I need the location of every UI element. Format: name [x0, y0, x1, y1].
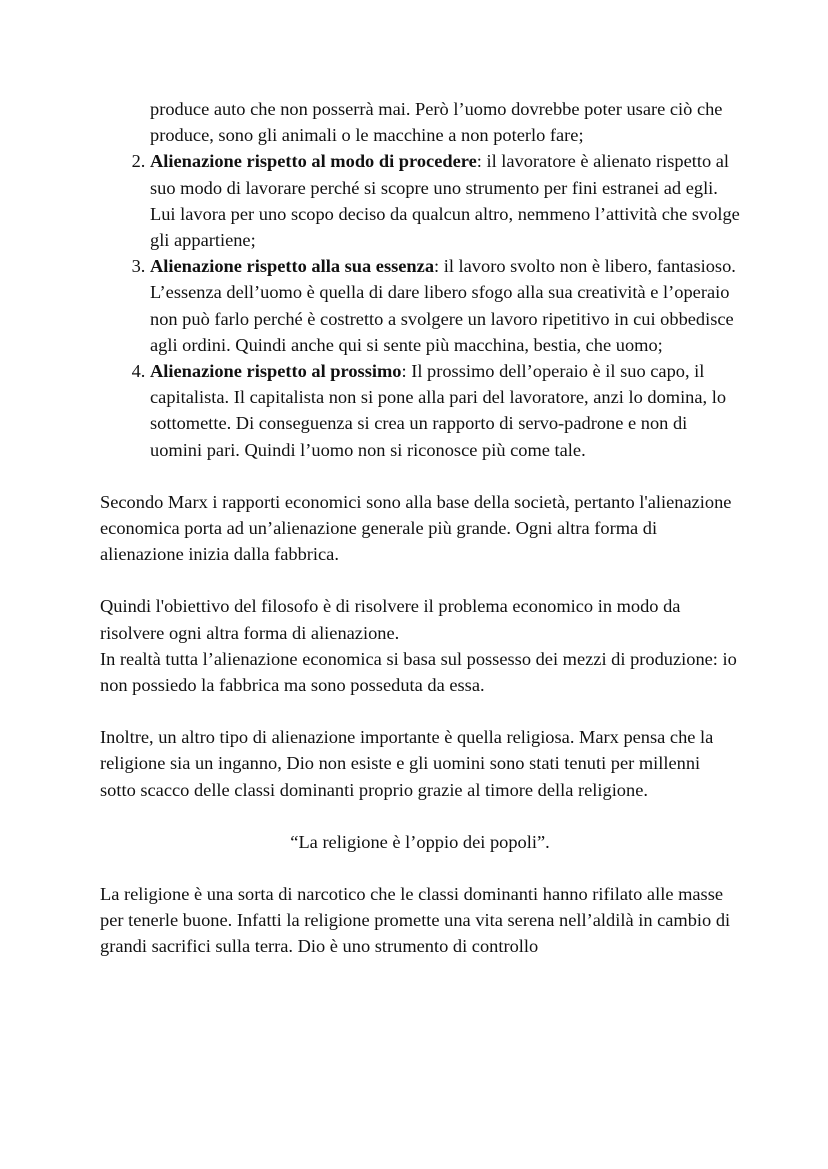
- list-item-text: : il lavoratore è alienato rispetto al suo modo di lavorare perché si scopre uno strumento per fini estranei ad egli. Lui lavora per uno scopo deciso da qualcun altro, nemmeno l’attività che svolge gli appartiene;: [150, 151, 740, 251]
- spacer: [100, 855, 740, 881]
- spacer: [100, 567, 740, 593]
- spacer: [100, 803, 740, 829]
- list-item-title: Alienazione rispetto alla sua essenza: [150, 256, 435, 277]
- quote: “La religione è l’oppio dei popoli”.: [290, 831, 550, 852]
- list-item: [150, 358, 740, 463]
- spacer: [100, 698, 740, 724]
- paragraph: In realtà tutta l’alienazione economica si basa sul possesso dei mezzi di produzione: io non possiedo la fabbrica ma sono posseduta da essa.: [100, 648, 737, 696]
- list-item-title: Alienazione rispetto al prossimo: [150, 361, 402, 382]
- paragraph: Inoltre, un altro tipo di alienazione importante è quella religiosa. Marx pensa che la religione sia un inganno, Dio non esiste e gli uomini sono stati tenuti per millenni sotto scacco delle classi dominanti proprio grazie al timore della religione.: [100, 727, 714, 800]
- paragraph: Quindi l'obiettivo del filosofo è di risolvere il problema economico in modo da risolvere ogni altra forma di alienazione.: [100, 596, 681, 643]
- paragraph: Secondo Marx i rapporti economici sono alla base della società, pertanto l'alienazione economica porta ad un’alienazione generale più grande. Ogni altra forma di alienazione inizia dalla fabbrica.: [100, 491, 732, 565]
- document-page: [100, 96, 740, 960]
- list-item-text: : Il prossimo dell’operaio è il suo capo, il capitalista. Il capitalista non si pone alla pari del lavoratore, anzi lo domina, lo sottomette. Di conseguenza si crea un rapporto di servo-padrone e non di uomini pari. Quindi l’uomo non si riconosce più come tale.: [150, 361, 727, 460]
- spacer: [100, 463, 740, 489]
- list-item-title: Alienazione rispetto al modo di procedere: [150, 151, 477, 172]
- list-continuation: [150, 96, 740, 148]
- paragraph: La religione è una sorta di narcotico che le classi dominanti hanno rifilato alle masse per tenerle buone. Infatti la religione promette una vita serena nell’aldilà in cambio di grandi sacrifici sulla terra. Dio è uno strumento di controllo: [100, 884, 731, 957]
- list-item-text: : il lavoro svolto non è libero, fantasioso. L’essenza dell’uomo è quella di dare libero sfogo alla sua creatività e l’operaio non può farlo perché è costretto a svolgere un lavoro ripetitivo in cui obbedisce agli ordini. Quindi anche qui si sente più macchina, bestia, che uomo;: [150, 256, 736, 355]
- list-item: [150, 148, 740, 253]
- continuation-text: produce auto che non posserrà mai. Però l’uomo dovrebbe poter usare ciò che produce, sono gli animali o le macchine a non poterlo fare;: [150, 99, 723, 146]
- list-item: [150, 253, 740, 358]
- alienation-list: [100, 148, 740, 462]
